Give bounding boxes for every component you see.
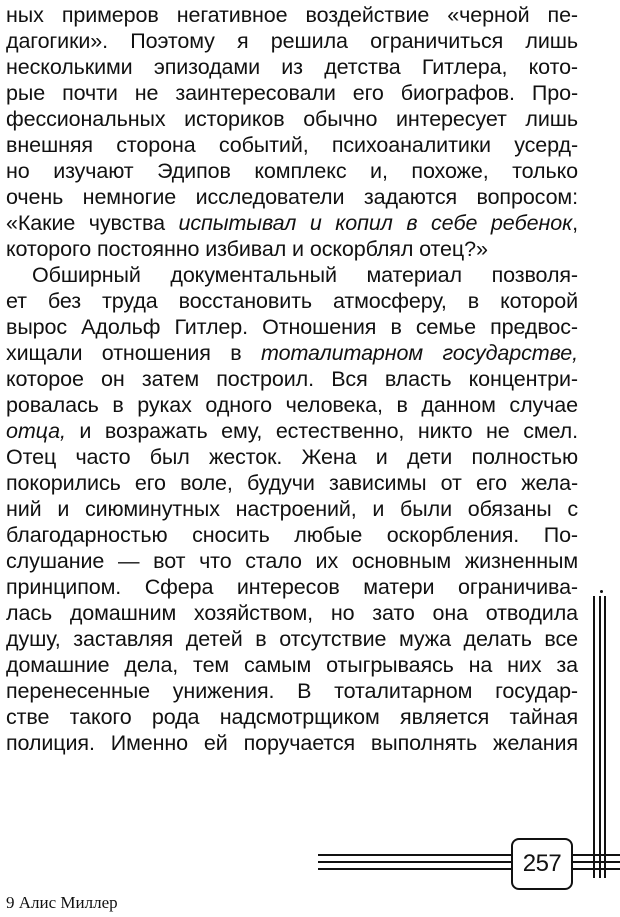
margin-rule: [604, 596, 606, 878]
folio-rule: [318, 854, 620, 856]
text-line: душу, заставляя детей в отсутствие мужа делать все: [6, 627, 578, 651]
text-line: стве такого рода надсмотрщиком является тайная: [6, 705, 578, 729]
text-line: [6, 418, 578, 444]
margin-dot: [600, 590, 603, 593]
text-line: ет без труда восстановить атмосферу, в которой: [6, 289, 578, 313]
text-line: фессиональных историков обычно интересует лишь: [6, 107, 578, 131]
text-run: «Какие чувства: [6, 211, 179, 235]
text-line: полиция. Именно ей поручается выполнять желания: [6, 731, 578, 755]
text-line: ных примеров негативное воздействие «черной пе-: [6, 3, 578, 27]
folio-rule: [318, 861, 620, 863]
text-line: вырос Адольф Гитлер. Отношения в семье предвос-: [6, 315, 578, 339]
folio-rule: [318, 868, 620, 870]
text-line: ний и сиюминутных настроений, и были обязаны с: [6, 497, 578, 521]
text-line: которое он затем построил. Вся власть концентри-: [6, 367, 578, 391]
italic-run: испытывал и копил в себе ребенок: [178, 211, 573, 235]
page-number: 257: [511, 838, 573, 890]
text-run: и возражать ему, естественно, никто не смел.: [65, 419, 578, 443]
body-text: [6, 2, 578, 756]
text-line: Обширный документальный материал позволя-: [32, 263, 578, 287]
text-line: лась домашним хозяйством, но зато она отводила: [6, 601, 578, 625]
text-line: несколькими эпизодами из детства Гитлера, кото-: [6, 55, 578, 79]
text-line: рые почти не заинтересовали его биографов. Про-: [6, 81, 578, 105]
text-line: [6, 210, 578, 236]
text-line: дагогики». Поэтому я решила ограничиться лишь: [6, 29, 578, 53]
text-line: перенесенные унижения. В тоталитарном государ-: [6, 679, 578, 703]
text-line: принципом. Сфера интересов матери ограничива-: [6, 575, 578, 599]
text-line: ровалась в руках одного человека, в данном случае: [6, 393, 578, 417]
text-run: ,: [572, 211, 578, 235]
footer-signature: 9 Алис Миллер: [6, 893, 118, 912]
text-run: хищали отношения в: [6, 341, 262, 365]
text-line: которого постоянно избивал и оскорблял отец?»: [6, 237, 488, 261]
margin-rule: [593, 596, 595, 878]
text-line: благодарностью сносить любые оскорбления. По-: [6, 523, 578, 547]
text-line: очень немногие исследователи задаются вопросом:: [6, 185, 578, 209]
text-line: внешняя сторона событий, психоаналитики усерд-: [6, 133, 578, 157]
text-line: покорились его воле, будучи зависимы от его жела-: [6, 471, 578, 495]
text-line: слушание — вот что стало их основным жизненным: [6, 549, 578, 573]
margin-rule: [599, 596, 601, 878]
text-line: но изучают Эдипов комплекс и, похоже, только: [6, 159, 578, 183]
text-line: домашние дела, тем самым отыгрываясь на них за: [6, 653, 578, 677]
text-line: [6, 340, 578, 366]
italic-run: тоталитарном государстве,: [261, 341, 578, 365]
text-line: Отец часто был жесток. Жена и дети полностью: [6, 445, 578, 469]
italic-run: отца,: [6, 419, 66, 443]
